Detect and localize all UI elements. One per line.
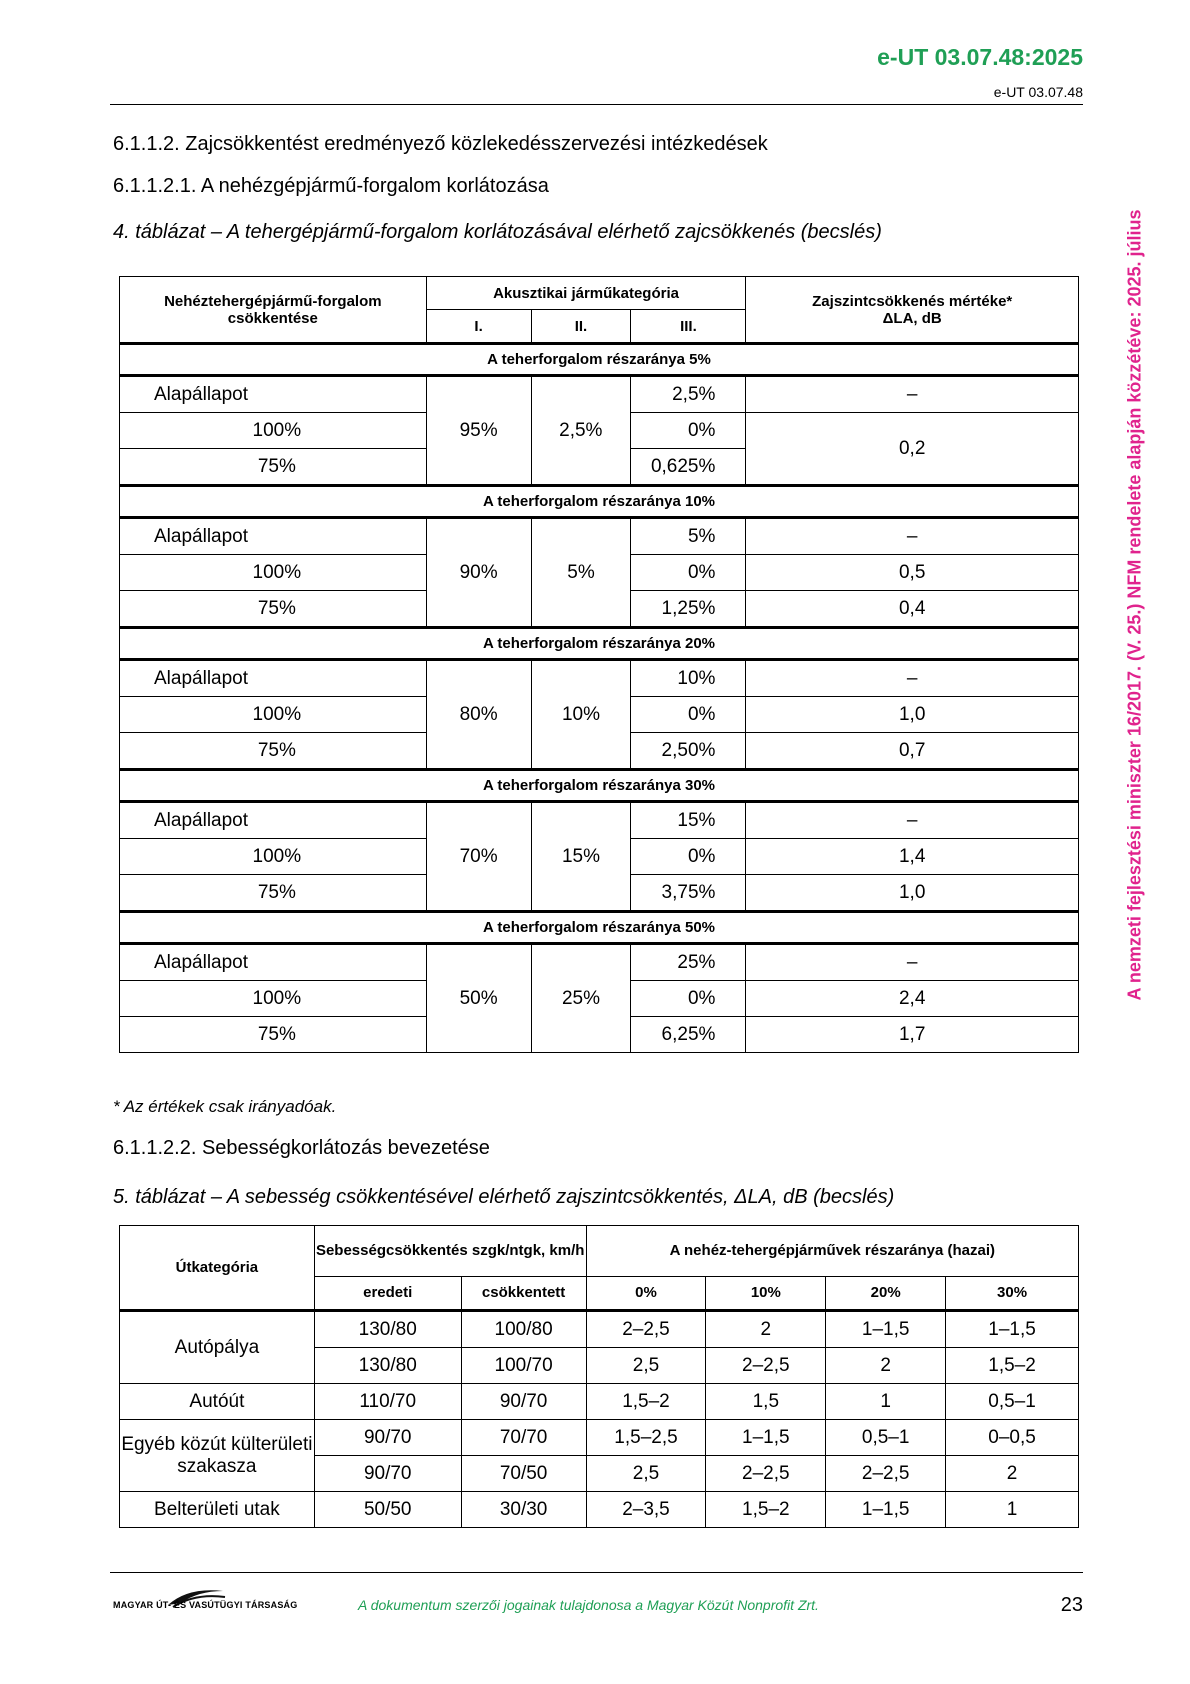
table2-caption: 5. táblázat – A sebesség csökkentésével elérhető zajszintcsökkentés, ΔLA, dB (becslés) bbox=[113, 1186, 895, 1208]
sidebar-text: A nemzeti fejlesztési miniszter 16/2017. (V. 25.) NFM rendelete alapján közzétéve: 2025. július bbox=[1124, 209, 1145, 1001]
table-row bbox=[120, 944, 1079, 981]
category-III-share: 0,625% bbox=[631, 449, 746, 486]
speed-limit-table bbox=[119, 1225, 1079, 1528]
header-share-0: 0% bbox=[586, 1277, 706, 1311]
speed-original: 110/70 bbox=[314, 1384, 461, 1420]
category-III-share: 5% bbox=[631, 518, 746, 555]
row-label: Alapállapot bbox=[120, 518, 427, 555]
section-title: A teherforgalom részaránya 10% bbox=[120, 486, 1079, 518]
noise-reduction-value: 1,0 bbox=[746, 875, 1079, 912]
copyright-notice: A dokumentum szerzői jogainak tulajdonosa a Magyar Közút Nonprofit Zrt. bbox=[358, 1597, 819, 1613]
reduction-share-10: 2 bbox=[706, 1311, 826, 1348]
road-category: Autópálya bbox=[120, 1311, 315, 1384]
speed-original: 130/80 bbox=[314, 1348, 461, 1384]
table-row bbox=[120, 1492, 1079, 1528]
document-code-small: e-UT 03.07.48 bbox=[993, 84, 1083, 100]
noise-reduction-value: – bbox=[746, 944, 1079, 981]
row-label: 75% bbox=[120, 591, 427, 628]
reduction-share-0: 2–3,5 bbox=[586, 1492, 706, 1528]
speed-original: 90/70 bbox=[314, 1456, 461, 1492]
reduction-share-10: 1,5 bbox=[706, 1384, 826, 1420]
category-III-share: 2,5% bbox=[631, 376, 746, 413]
category-II-share: 2,5% bbox=[531, 376, 631, 486]
row-label: 100% bbox=[120, 839, 427, 875]
table1-caption: 4. táblázat – A tehergépjármű-forgalom korlátozásával elérhető zajcsökkenés (becslés) bbox=[113, 221, 882, 243]
category-III-share: 1,25% bbox=[631, 591, 746, 628]
reduction-share-0: 2,5 bbox=[586, 1456, 706, 1492]
reduction-share-20: 2–2,5 bbox=[826, 1456, 946, 1492]
speed-reduced: 70/50 bbox=[461, 1456, 586, 1492]
society-logo-text: MAGYAR ÚT- ÉS VASÚTÜGYI TÁRSASÁG bbox=[113, 1600, 298, 1610]
noise-reduction-value: – bbox=[746, 660, 1079, 697]
category-III-share: 0% bbox=[631, 555, 746, 591]
header-category-I: I. bbox=[426, 310, 531, 344]
reduction-share-10: 2–2,5 bbox=[706, 1456, 826, 1492]
header-restriction: Nehéztehergépjármű-forgalom csökkentése bbox=[120, 277, 427, 344]
speed-reduced: 100/80 bbox=[461, 1311, 586, 1348]
row-label: 100% bbox=[120, 697, 427, 733]
header-category-III: III. bbox=[631, 310, 746, 344]
noise-reduction-value: – bbox=[746, 518, 1079, 555]
noise-reduction-value: 1,4 bbox=[746, 839, 1079, 875]
truck-restriction-table bbox=[119, 276, 1079, 1053]
category-III-share: 0% bbox=[631, 413, 746, 449]
noise-reduction-value: 2,4 bbox=[746, 981, 1079, 1017]
speed-reduced: 30/30 bbox=[461, 1492, 586, 1528]
row-label: Alapállapot bbox=[120, 944, 427, 981]
section-row bbox=[120, 486, 1079, 518]
row-label: Alapállapot bbox=[120, 376, 427, 413]
speed-reduced: 100/70 bbox=[461, 1348, 586, 1384]
row-label: 75% bbox=[120, 733, 427, 770]
table-row bbox=[120, 660, 1079, 697]
reduction-share-10: 1,5–2 bbox=[706, 1492, 826, 1528]
reduction-share-20: 1–1,5 bbox=[826, 1311, 946, 1348]
reduction-share-0: 1,5–2,5 bbox=[586, 1420, 706, 1456]
category-II-share: 15% bbox=[531, 802, 631, 912]
header-noise-reduction bbox=[746, 277, 1079, 344]
header-divider bbox=[110, 104, 1083, 105]
page-number: 23 bbox=[1060, 1594, 1083, 1616]
reduction-share-20: 0,5–1 bbox=[826, 1420, 946, 1456]
table-row bbox=[120, 1311, 1079, 1348]
road-category: Autóút bbox=[120, 1384, 315, 1420]
reduction-share-10: 1–1,5 bbox=[706, 1420, 826, 1456]
section-row bbox=[120, 770, 1079, 802]
document-code: e-UT 03.07.48:2025 bbox=[877, 44, 1083, 70]
category-II-share: 5% bbox=[531, 518, 631, 628]
category-I-share: 50% bbox=[426, 944, 531, 1053]
reduction-share-20: 2 bbox=[826, 1348, 946, 1384]
table-row bbox=[120, 1384, 1079, 1420]
header-noise-reduction-title: Zajszintcsökkenés mértéke* bbox=[812, 292, 1013, 310]
reduction-share-30: 1,5–2 bbox=[946, 1348, 1079, 1384]
heading-6-1-1-2: 6.1.1.2. Zajcsökkentést eredményező közlekedésszervezési intézkedések bbox=[113, 133, 768, 155]
speed-original: 130/80 bbox=[314, 1311, 461, 1348]
row-label: 75% bbox=[120, 449, 427, 486]
header-share-30: 30% bbox=[946, 1277, 1079, 1311]
heading-6-1-1-2-1: 6.1.1.2.1. A nehézgépjármű-forgalom korlátozása bbox=[113, 175, 549, 197]
category-II-share: 10% bbox=[531, 660, 631, 770]
category-I-share: 80% bbox=[426, 660, 531, 770]
reduction-share-30: 1 bbox=[946, 1492, 1079, 1528]
category-II-share: 25% bbox=[531, 944, 631, 1053]
category-III-share: 2,50% bbox=[631, 733, 746, 770]
speed-original: 50/50 bbox=[314, 1492, 461, 1528]
reduction-share-20: 1 bbox=[826, 1384, 946, 1420]
table-row bbox=[120, 376, 1079, 413]
header-reduced: csökkentett bbox=[461, 1277, 586, 1311]
category-III-share: 6,25% bbox=[631, 1017, 746, 1053]
row-label: 75% bbox=[120, 875, 427, 912]
header-acoustic-category: Akusztikai járműkategória bbox=[426, 277, 746, 310]
section-row bbox=[120, 344, 1079, 376]
table-row bbox=[120, 518, 1079, 555]
section-title: A teherforgalom részaránya 50% bbox=[120, 912, 1079, 944]
row-label: 100% bbox=[120, 413, 427, 449]
speed-reduced: 70/70 bbox=[461, 1420, 586, 1456]
noise-reduction-value: 0,4 bbox=[746, 591, 1079, 628]
section-row bbox=[120, 628, 1079, 660]
table1-footnote: * Az értékek csak irányadóak. bbox=[113, 1097, 337, 1116]
category-I-share: 90% bbox=[426, 518, 531, 628]
noise-reduction-value: 0,7 bbox=[746, 733, 1079, 770]
noise-reduction-value: – bbox=[746, 802, 1079, 839]
reduction-share-20: 1–1,5 bbox=[826, 1492, 946, 1528]
noise-reduction-value: – bbox=[746, 376, 1079, 413]
table-row bbox=[120, 1420, 1079, 1456]
header-noise-reduction-unit: ΔLA, dB bbox=[882, 309, 942, 327]
row-label: Alapállapot bbox=[120, 660, 427, 697]
row-label: 100% bbox=[120, 981, 427, 1017]
reduction-share-0: 2–2,5 bbox=[586, 1311, 706, 1348]
speed-reduced: 90/70 bbox=[461, 1384, 586, 1420]
section-title: A teherforgalom részaránya 5% bbox=[120, 344, 1079, 376]
header-original: eredeti bbox=[314, 1277, 461, 1311]
category-III-share: 0% bbox=[631, 697, 746, 733]
table-row bbox=[120, 802, 1079, 839]
header-road-category: Útkategória bbox=[120, 1226, 315, 1311]
category-III-share: 3,75% bbox=[631, 875, 746, 912]
road-category: Belterületi utak bbox=[120, 1492, 315, 1528]
category-III-share: 0% bbox=[631, 839, 746, 875]
reduction-share-30: 0–0,5 bbox=[946, 1420, 1079, 1456]
section-title: A teherforgalom részaránya 30% bbox=[120, 770, 1079, 802]
reduction-share-0: 2,5 bbox=[586, 1348, 706, 1384]
section-row bbox=[120, 912, 1079, 944]
category-I-share: 70% bbox=[426, 802, 531, 912]
category-III-share: 15% bbox=[631, 802, 746, 839]
reduction-share-30: 0,5–1 bbox=[946, 1384, 1079, 1420]
row-label: 75% bbox=[120, 1017, 427, 1053]
row-label: 100% bbox=[120, 555, 427, 591]
category-I-share: 95% bbox=[426, 376, 531, 486]
noise-reduction-value: 0,2 bbox=[746, 413, 1079, 486]
reduction-share-10: 2–2,5 bbox=[706, 1348, 826, 1384]
footer-divider bbox=[110, 1572, 1083, 1573]
header-speed-reduction: Sebességcsökkentés szgk/ntgk, km/h bbox=[314, 1226, 586, 1277]
category-III-share: 10% bbox=[631, 660, 746, 697]
reduction-share-30: 1–1,5 bbox=[946, 1311, 1079, 1348]
sidebar-publication-note bbox=[1118, 140, 1152, 1070]
speed-original: 90/70 bbox=[314, 1420, 461, 1456]
header-share-10: 10% bbox=[706, 1277, 826, 1311]
road-category: Egyéb közút külterületi szakasza bbox=[120, 1420, 315, 1492]
noise-reduction-value: 1,7 bbox=[746, 1017, 1079, 1053]
category-III-share: 25% bbox=[631, 944, 746, 981]
category-III-share: 0% bbox=[631, 981, 746, 1017]
reduction-share-0: 1,5–2 bbox=[586, 1384, 706, 1420]
header-truck-share: A nehéz-tehergépjárművek részaránya (hazai) bbox=[586, 1226, 1078, 1277]
heading-6-1-1-2-2: 6.1.1.2.2. Sebességkorlátozás bevezetése bbox=[113, 1137, 490, 1159]
header-share-20: 20% bbox=[826, 1277, 946, 1311]
noise-reduction-value: 0,5 bbox=[746, 555, 1079, 591]
reduction-share-30: 2 bbox=[946, 1456, 1079, 1492]
section-title: A teherforgalom részaránya 20% bbox=[120, 628, 1079, 660]
header-category-II: II. bbox=[531, 310, 631, 344]
row-label: Alapállapot bbox=[120, 802, 427, 839]
noise-reduction-value: 1,0 bbox=[746, 697, 1079, 733]
